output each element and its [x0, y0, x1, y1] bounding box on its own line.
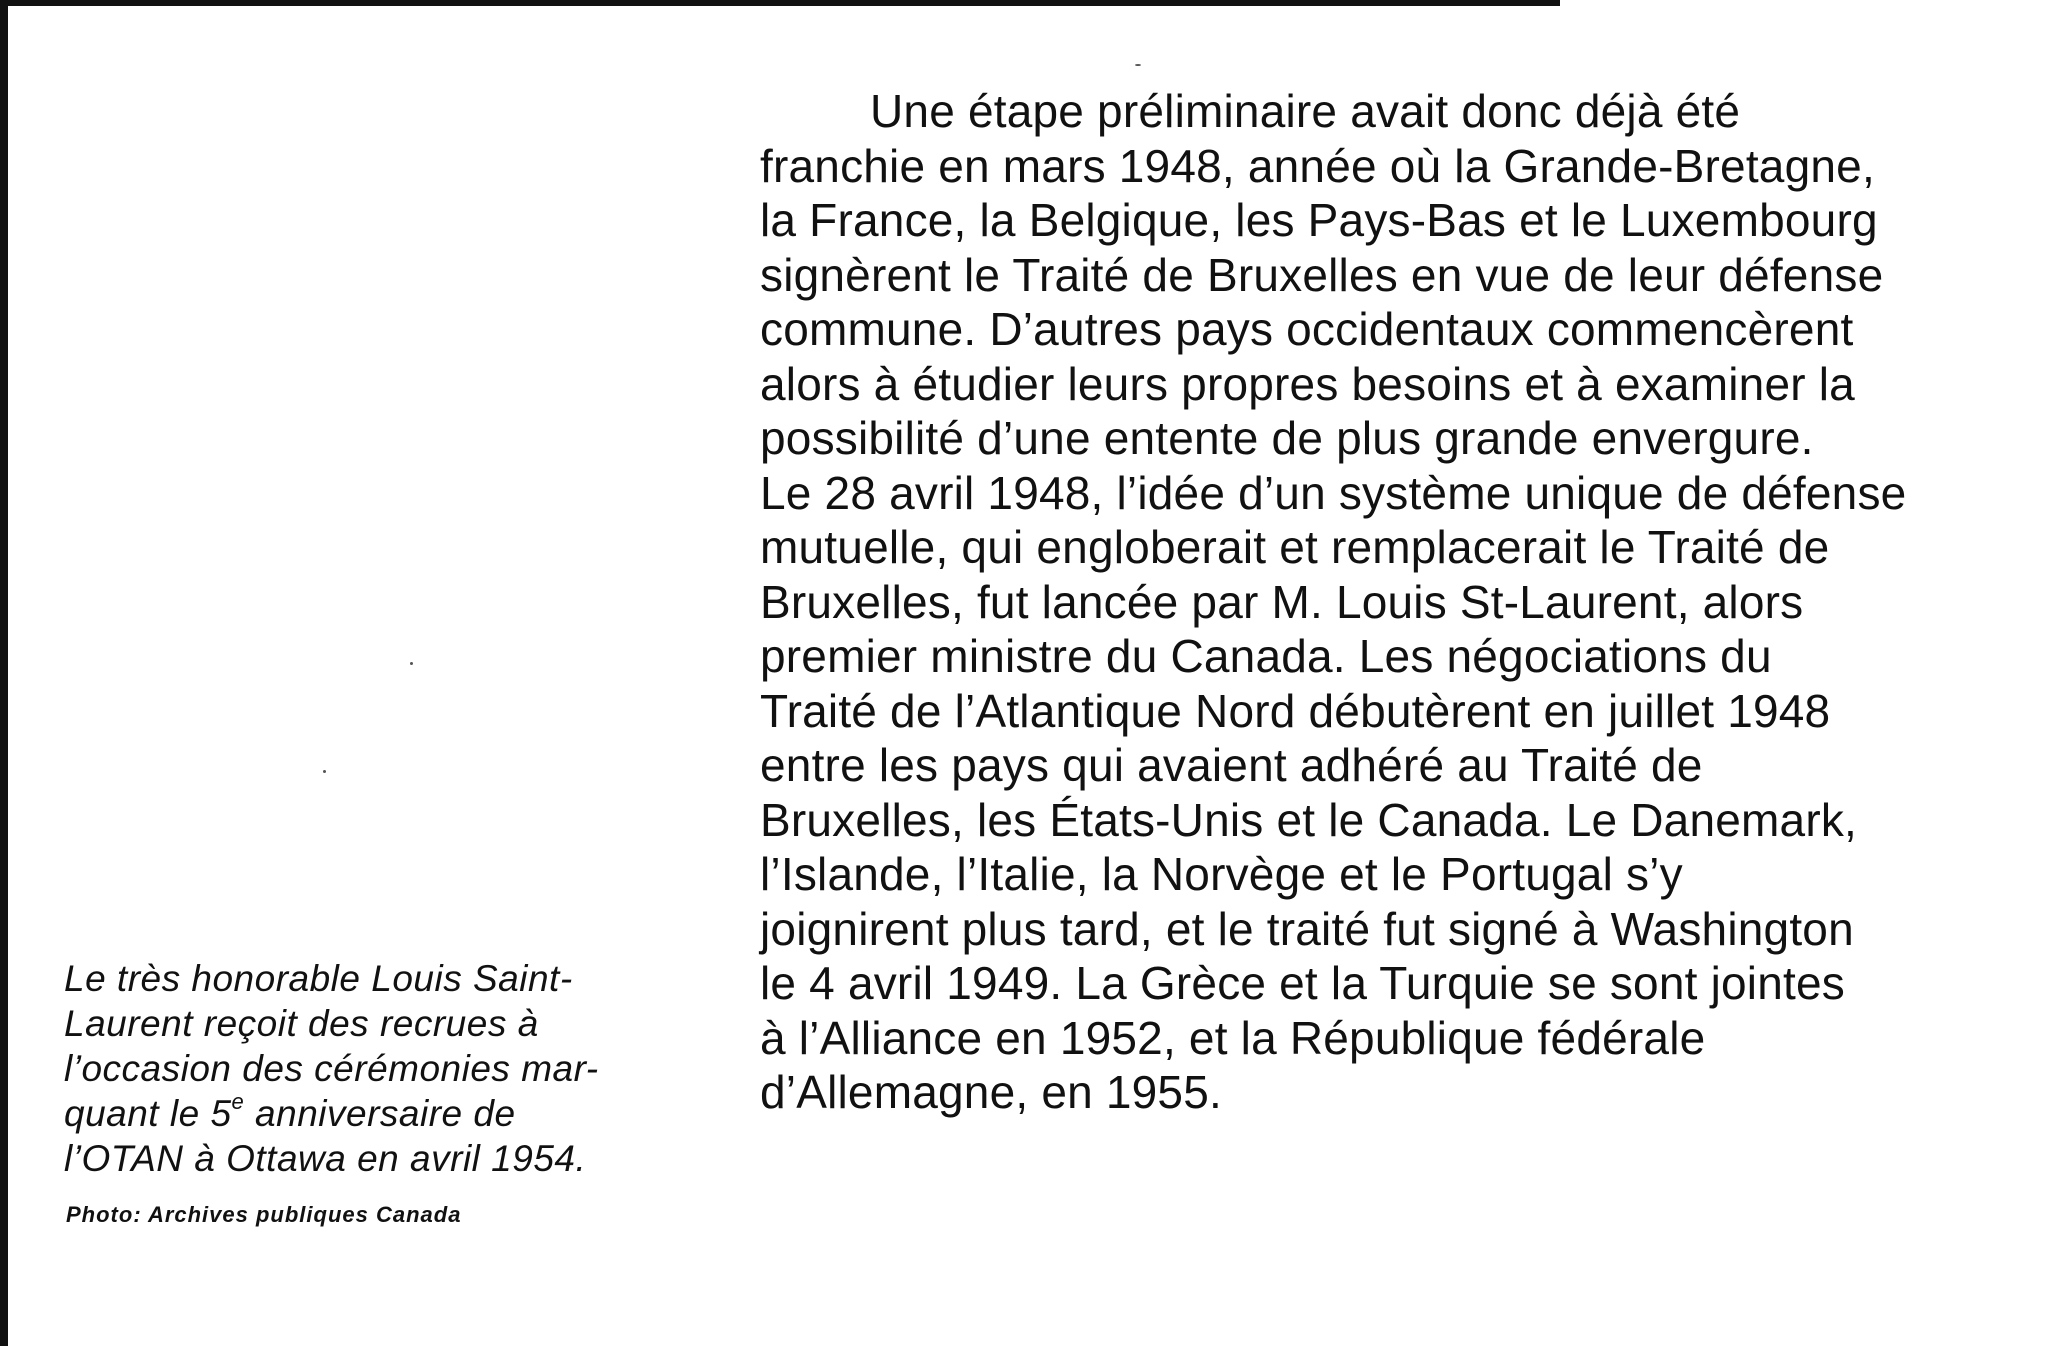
body-line: mutuelle, qui engloberait et remplacerait le Traité de: [760, 521, 1830, 573]
body-line: Une étape préliminaire avait donc déjà été: [870, 85, 1741, 137]
body-line: franchie en mars 1948, année où la Grande-Bretagne,: [760, 139, 1875, 192]
caption-text: quant le 5: [64, 1093, 232, 1134]
caption-superscript: e: [231, 1088, 245, 1114]
caption-line: Laurent reçoit des recrues à: [64, 1003, 539, 1044]
body-line: Traité de l’Atlantique Nord débutèrent en juillet 1948: [760, 684, 1831, 737]
body-line: alors à étudier leurs propres besoins et à examiner la: [760, 357, 1855, 410]
page-top-border: [0, 0, 1560, 6]
body-paragraph: [760, 84, 2060, 1120]
body-line: commune. D’autres pays occidentaux commencèrent: [760, 303, 1854, 355]
caption-line: [64, 1088, 744, 1136]
body-line: possibilité d’une entente de plus grande envergure.: [760, 412, 1814, 464]
scan-speck: [323, 770, 326, 773]
scan-speck: [410, 662, 413, 665]
caption-line: Le très honorable Louis Saint-: [64, 958, 573, 999]
body-line: à l’Alliance en 1952, et la République fédérale: [760, 1011, 1706, 1064]
body-line: Le 28 avril 1948, l’idée d’un système unique de défense: [760, 466, 1907, 519]
body-line: le 4 avril 1949. La Grèce et la Turquie se sont jointes: [760, 957, 1845, 1009]
body-line: entre les pays qui avaient adhéré au Traité de: [760, 739, 1703, 791]
body-line: Bruxelles, les États-Unis et le Canada. Le Danemark,: [760, 793, 1858, 846]
body-line: la France, la Belgique, les Pays-Bas et le Luxembourg: [760, 194, 1878, 246]
caption-line: l’occasion des cérémonies mar-: [64, 1048, 599, 1089]
caption-line: l’OTAN à Ottawa en avril 1954.: [64, 1138, 587, 1179]
scan-speck: [1135, 64, 1141, 66]
body-line: l’Islande, l’Italie, la Norvège et le Portugal s’y: [760, 848, 1683, 900]
body-line: joignirent plus tard, et le traité fut signé à Washington: [760, 902, 1854, 955]
body-line: signèrent le Traité de Bruxelles en vue de leur défense: [760, 248, 1884, 301]
caption-text: anniversaire de: [244, 1093, 516, 1134]
photo-caption: [64, 956, 744, 1181]
body-line: d’Allemagne, en 1955.: [760, 1066, 1222, 1118]
page-left-border: [0, 0, 8, 1346]
photo-credit: Photo: Archives publiques Canada: [66, 1202, 462, 1227]
body-line: premier ministre du Canada. Les négociations du: [760, 630, 1772, 682]
body-line: Bruxelles, fut lancée par M. Louis St-Laurent, alors: [760, 575, 1804, 628]
